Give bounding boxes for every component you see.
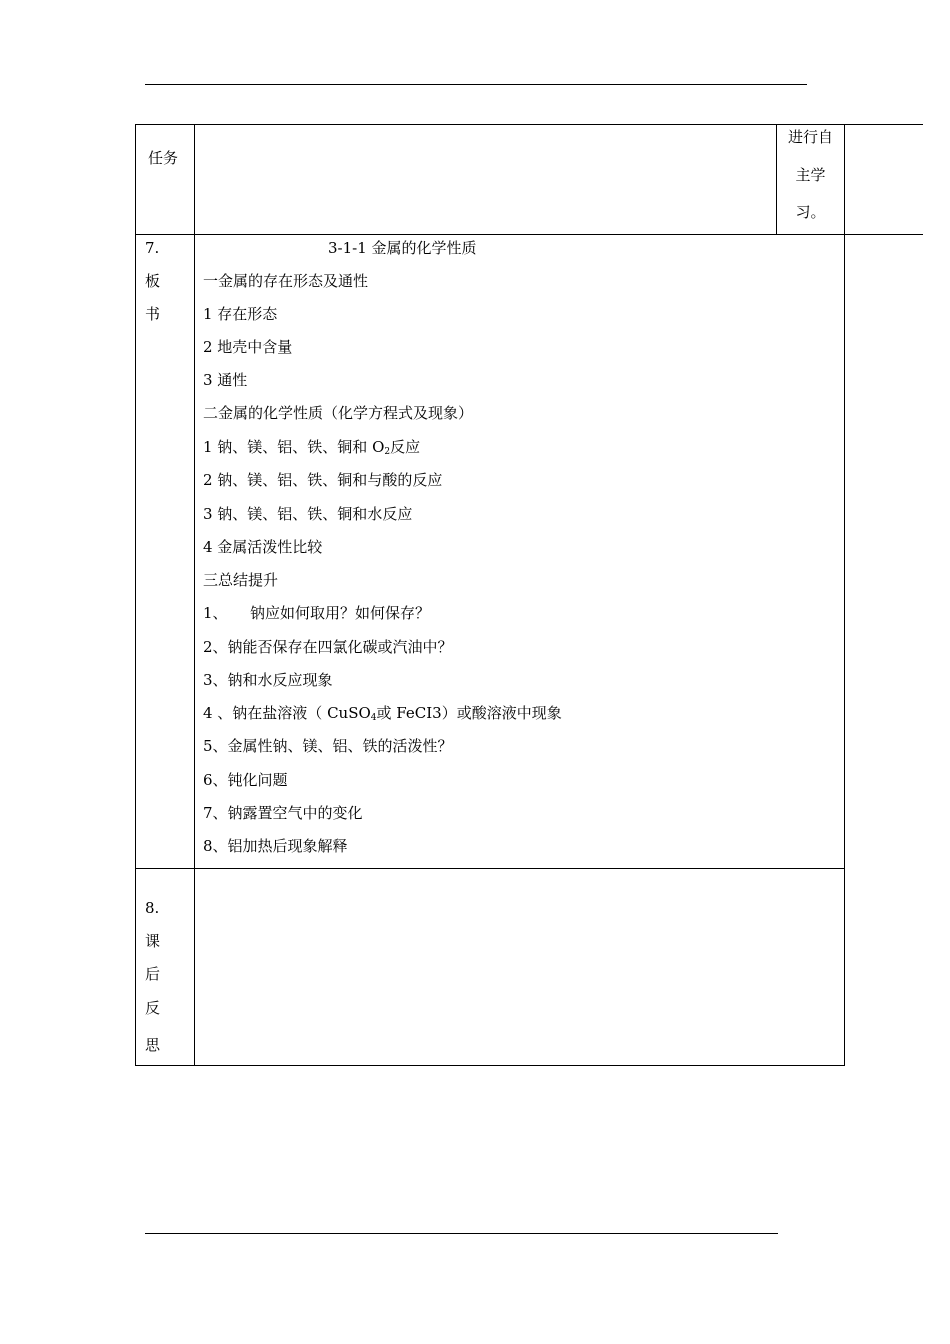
- board-line-7: 2 钠、镁、铝、铁、铜和与酸的反应: [203, 471, 443, 489]
- board-label-char-2: 书: [145, 305, 161, 323]
- board-line-6: [203, 438, 420, 456]
- board-line-14-tail: 或 FeCI3）或酸溶液中现象: [376, 704, 562, 722]
- side-note-line-1: 进行自: [787, 128, 833, 146]
- board-line-6-tail: 反应: [390, 438, 421, 456]
- board-line-8: 3 钠、镁、铝、铁、铜和水反应: [203, 505, 413, 523]
- board-line-14-sub: 4: [370, 713, 377, 723]
- table-border-row1: [135, 234, 923, 235]
- table-border-left: [135, 124, 136, 1066]
- header-rule: [145, 84, 807, 85]
- footer-rule: [145, 1233, 778, 1234]
- board-line-2: 1 存在形态: [203, 305, 278, 323]
- board-line-11: 1、 钠应如何取用？如何保存？: [203, 604, 431, 622]
- board-line-6-sub: 2: [384, 447, 391, 457]
- board-line-5: 二金属的化学性质（化学方程式及现象）: [203, 404, 474, 422]
- board-line-3: 2 地壳中含量: [203, 338, 293, 356]
- reflection-label-char-1: 课: [145, 932, 161, 950]
- board-line-6-text: 1 钠、镁、铝、铁、铜和 O: [203, 438, 385, 456]
- reflection-label-char-4: 思: [145, 1036, 161, 1054]
- table-border-top: [135, 124, 923, 125]
- board-line-15: 5、金属性钠、镁、铝、铁的活泼性？: [203, 737, 453, 755]
- board-line-13: 3、钠和水反应现象: [203, 671, 333, 689]
- board-number: 7.: [145, 239, 160, 257]
- table-border-label-col: [194, 124, 195, 1066]
- reflection-number: 8.: [145, 899, 160, 917]
- board-line-4: 3 通性: [203, 371, 248, 389]
- side-note-line-2: 主学: [795, 166, 826, 184]
- board-line-14-text: 4 、钠在盐溶液（ CuSO: [203, 704, 371, 722]
- side-note-line-3: 习。: [795, 203, 826, 221]
- board-label-char-1: 板: [145, 272, 161, 290]
- task-label: 任务: [148, 149, 179, 167]
- board-line-14: [203, 704, 562, 722]
- table-border-right: [844, 124, 845, 1066]
- board-line-1: 一金属的存在形态及通性: [203, 272, 369, 290]
- board-line-12: 2、钠能否保存在四氯化碳或汽油中？: [203, 638, 453, 656]
- table-border-row2: [135, 868, 845, 869]
- board-line-16: 6、钝化问题: [203, 771, 288, 789]
- board-line-18: 8、铝加热后现象解释: [203, 837, 348, 855]
- board-line-17: 7、钠露置空气中的变化: [203, 804, 363, 822]
- board-line-9: 4 金属活泼性比较: [203, 538, 323, 556]
- table-border-bottom: [135, 1065, 845, 1066]
- board-line-10: 三总结提升: [203, 571, 279, 589]
- reflection-label-char-3: 反: [145, 999, 161, 1017]
- reflection-label-char-2: 后: [145, 965, 161, 983]
- board-title: 3-1-1 金属的化学性质: [328, 239, 477, 257]
